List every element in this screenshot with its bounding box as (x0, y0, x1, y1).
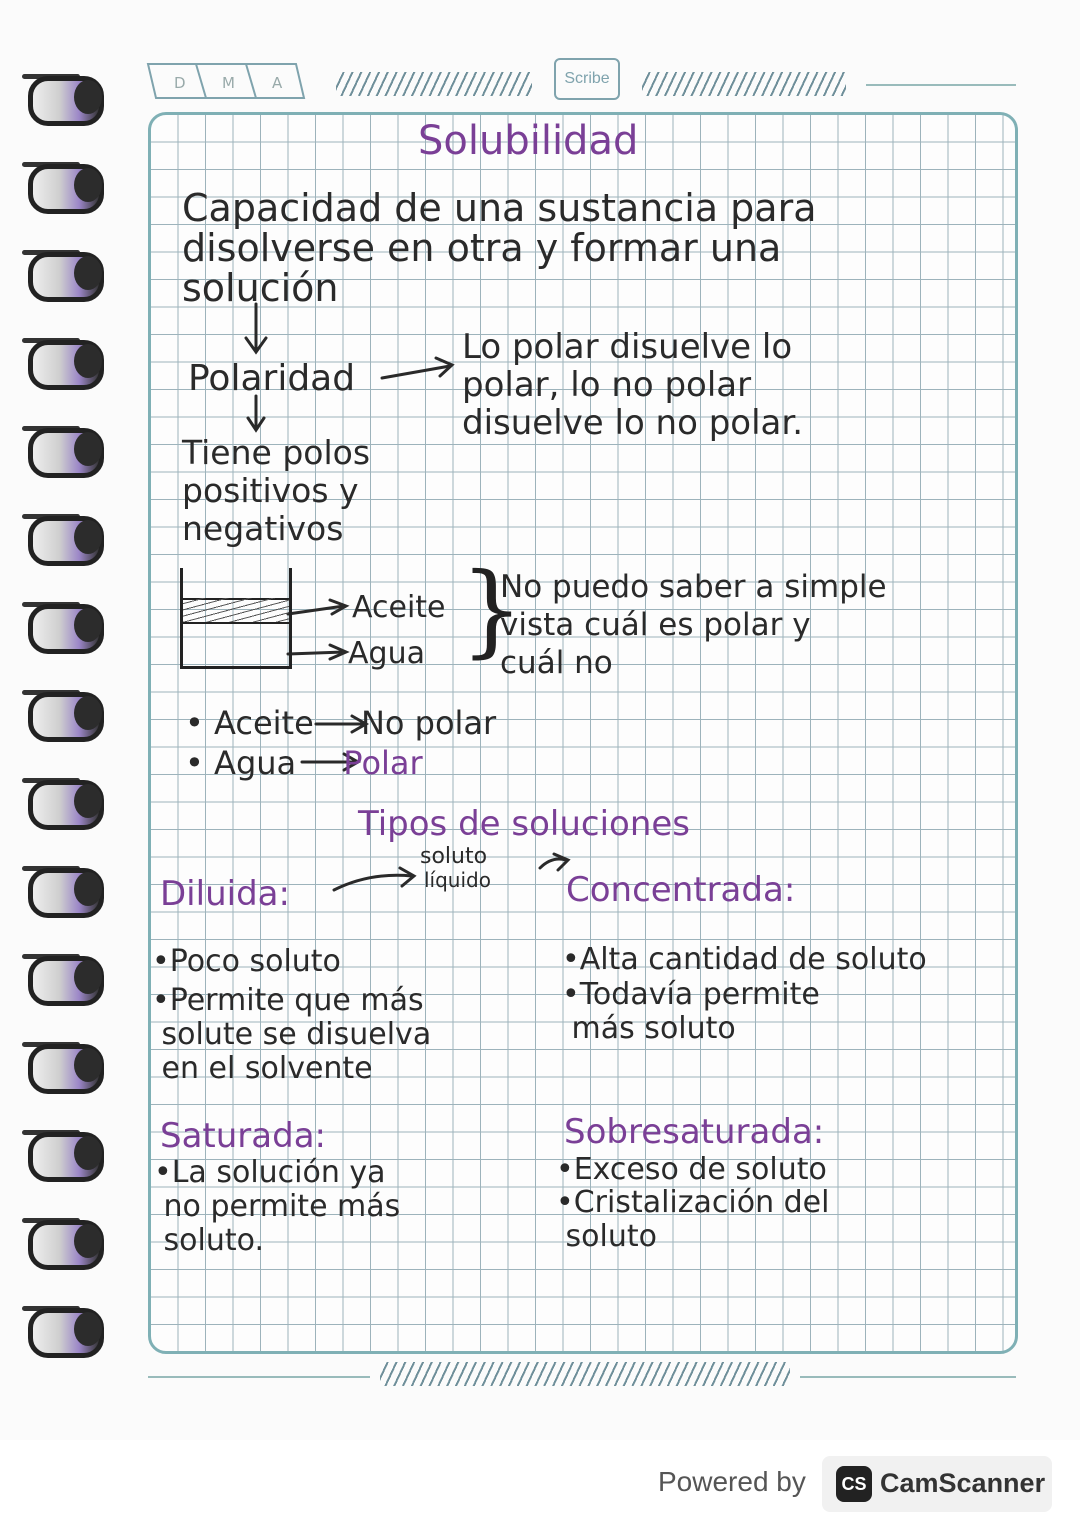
page-header (140, 58, 1020, 104)
camscanner-icon: CS (836, 1466, 872, 1502)
liquido-tag: líquido (424, 868, 491, 892)
polaridad-label: Polaridad (188, 358, 356, 399)
sobresaturada-heading: Sobresaturada: (564, 1112, 825, 1152)
spiral-ring (22, 246, 102, 298)
footer-rule-left (148, 1376, 370, 1378)
concentrada-bullet-1: •Alta cantidad de soluto (562, 942, 927, 977)
bullet-value: Polar (343, 744, 423, 782)
sobresaturada-bullet-2: •Cristalización del soluto (556, 1185, 830, 1254)
bullet-aceite (185, 704, 496, 742)
header-hatch-left (336, 72, 532, 96)
date-month-label: M (222, 74, 235, 92)
sobresaturada-bullet-1: •Exceso de soluto (556, 1152, 827, 1187)
diluida-bullet-1: •Poco soluto (152, 944, 341, 979)
powered-by-text: Powered by (658, 1466, 806, 1497)
beaker-label-aceite: Aceite (352, 590, 446, 625)
soluto-tag: soluto (420, 844, 488, 869)
polar-rule-text: Lo polar disuelve lo polar, lo no polar disuelve lo no polar. (462, 327, 804, 443)
spiral-ring (22, 862, 102, 914)
page-footer (140, 1360, 1020, 1390)
brace-note-text: No puedo saber a simple vista cuál es polar y cuál no (500, 569, 887, 681)
bullet-value: No polar (360, 704, 497, 742)
footer-hatch (380, 1362, 790, 1386)
spiral-ring (22, 1214, 102, 1266)
spiral-ring (22, 686, 102, 738)
camscanner-name: CamScanner (880, 1468, 1046, 1498)
diluida-heading: Diluida: (160, 874, 290, 914)
spiral-binding (22, 60, 112, 1380)
bullet-substance: • Agua (185, 744, 297, 782)
beaker-label-agua: Agua (348, 636, 425, 671)
definition-text: Capacidad de una sustancia para disolverse en otra y formar una solución (182, 186, 817, 310)
footer-rule-right (800, 1376, 1016, 1378)
date-day-label: D (174, 74, 186, 92)
spiral-ring (22, 158, 102, 210)
tipos-heading: Tipos de soluciones (358, 804, 691, 844)
header-hatch-right (642, 72, 846, 96)
spiral-ring (22, 1126, 102, 1178)
spiral-ring (22, 70, 102, 122)
spiral-ring (22, 1038, 102, 1090)
saturada-bullet-1: •La solución ya no permite más soluto. (154, 1155, 401, 1258)
brace-symbol: } (460, 551, 524, 668)
scribe-logo: Scribe (554, 58, 620, 100)
beaker-drawing (180, 568, 292, 669)
page-title: Solubilidad (418, 118, 639, 164)
header-rule (866, 84, 1016, 86)
spiral-ring (22, 598, 102, 650)
bullet-agua (185, 744, 423, 782)
date-year-label: A (272, 74, 283, 92)
bullet-substance: • Aceite (185, 704, 314, 742)
spiral-ring (22, 950, 102, 1002)
spiral-ring (22, 510, 102, 562)
spiral-ring (22, 422, 102, 474)
oil-layer (183, 598, 289, 622)
polos-text: Tiene polos positivos y negativos (182, 433, 371, 548)
spiral-ring (22, 774, 102, 826)
concentrada-bullet-2: •Todavía permite más soluto (562, 977, 820, 1046)
camscanner-badge (822, 1456, 1052, 1512)
diluida-bullet-2: •Permite que más solute se disuelva en el solvente (152, 983, 432, 1086)
spiral-ring (22, 334, 102, 386)
saturada-heading: Saturada: (160, 1116, 326, 1156)
concentrada-heading: Concentrada: (566, 870, 796, 910)
spiral-ring (22, 1302, 102, 1354)
